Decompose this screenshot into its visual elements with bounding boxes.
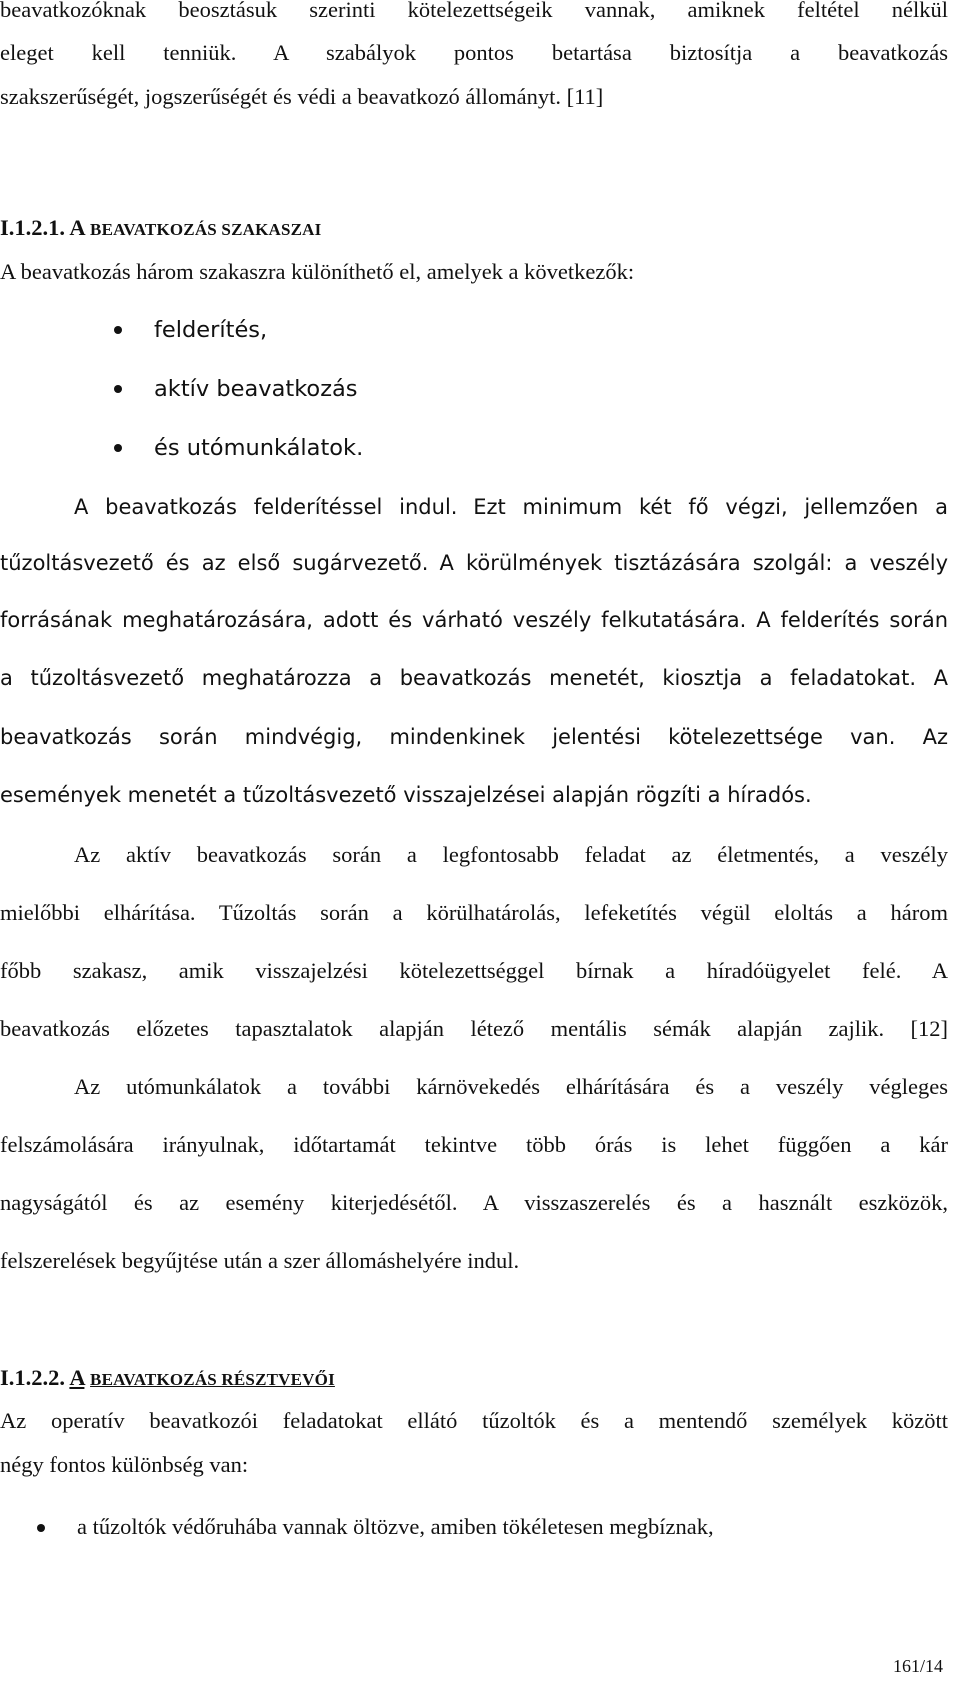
list-item: felderítés, — [154, 317, 268, 343]
body-text-span: tűzoltásvezető és az első sugárvezető. — [0, 551, 429, 575]
section-title-initial: A — [69, 215, 85, 240]
list-item: a tűzoltók védőruhába vannak öltözve, amiben tökéletesen megbíznak, — [77, 1514, 714, 1539]
body-text-line: felszámolására irányulnak, időtartamát tekintve több órás is lehet függően a kár — [0, 1132, 948, 1157]
section-title-initial: A — [69, 1365, 85, 1390]
body-text-line: Az aktív beavatkozás során a legfontosabb feladat az életmentés, a veszély — [74, 842, 948, 867]
section-number: I.1.2.2. — [0, 1365, 66, 1390]
body-text-line: Az operatív beavatkozói feladatokat ellátó tűzoltók és a mentendő személyek között — [0, 1408, 948, 1433]
body-text-line: nagyságától és az esemény kiterjedésétől. A visszaszerelés és a használt eszközök, — [0, 1190, 948, 1215]
body-text-line: beavatkozóknak beosztásuk szerinti kötelezettségeik vannak, amiknek feltétel nélkül — [0, 0, 948, 22]
body-text-line: Az utómunkálatok a további kárnövekedés elhárítására és a veszély végleges — [74, 1074, 948, 1099]
section-title: BEAVATKOZÁS RÉSZTVEVŐI — [90, 1370, 335, 1389]
bullet-icon — [114, 326, 122, 334]
body-text-span: A beavatkozás felderítéssel indul. — [74, 495, 458, 519]
body-text-line: szakszerűségét, jogszerűségét és védi a beavatkozó állományt. [11] — [0, 84, 604, 109]
body-text-line: a tűzoltásvezető meghatározza a beavatkozás menetét, kiosztja a feladatokat. A — [0, 666, 948, 690]
section-number: I.1.2.1. — [0, 215, 66, 240]
body-text-line: eleget kell tenniük. A szabályok pontos betartása biztosítja a beavatkozás — [0, 40, 948, 65]
body-text-line — [0, 492, 948, 522]
section-title: BEAVATKOZÁS SZAKASZAI — [90, 220, 322, 239]
list-item: és utómunkálatok. — [154, 435, 364, 461]
body-text-span: Ezt minimum két fő végzi, jellemzően a — [473, 495, 948, 519]
list-item: aktív beavatkozás — [154, 376, 358, 402]
bullet-icon — [37, 1524, 45, 1532]
bullet-icon — [114, 385, 122, 393]
body-text-line: négy fontos különbség van: — [0, 1452, 249, 1477]
bullet-icon — [114, 444, 122, 452]
section-heading — [0, 213, 948, 245]
body-text-line: események menetét a tűzoltásvezető visszajelzései alapján rögzíti a híradós. — [0, 783, 812, 807]
section-heading — [0, 1363, 948, 1395]
body-text-line: beavatkozás során mindvégig, mindenkinek jelentési kötelezettsége van. Az — [0, 725, 948, 749]
body-text-line: felszerelések begyűjtése után a szer állomáshelyére indul. — [0, 1248, 520, 1273]
body-text-line: főbb szakasz, amik visszajelzési kötelezettséggel bírnak a híradóügyelet felé. A — [0, 958, 948, 983]
section-intro: A beavatkozás három szakaszra különíthető el, amelyek a következők: — [0, 259, 635, 284]
body-text-line: beavatkozás előzetes tapasztalatok alapján létező mentális sémák alapján zajlik. [12] — [0, 1016, 948, 1041]
body-text-span: A körülmények tisztázására szolgál: a veszély — [439, 551, 949, 575]
body-text-line: forrásának meghatározására, adott és várható veszély felkutatására. A felderítés során — [0, 608, 948, 632]
page-number: 161/14 — [893, 1656, 944, 1676]
body-text-line: mielőbbi elhárítása. Tűzoltás során a körülhatárolás, lefeketítés végül eloltás a három — [0, 900, 948, 925]
body-text-line — [0, 548, 948, 578]
